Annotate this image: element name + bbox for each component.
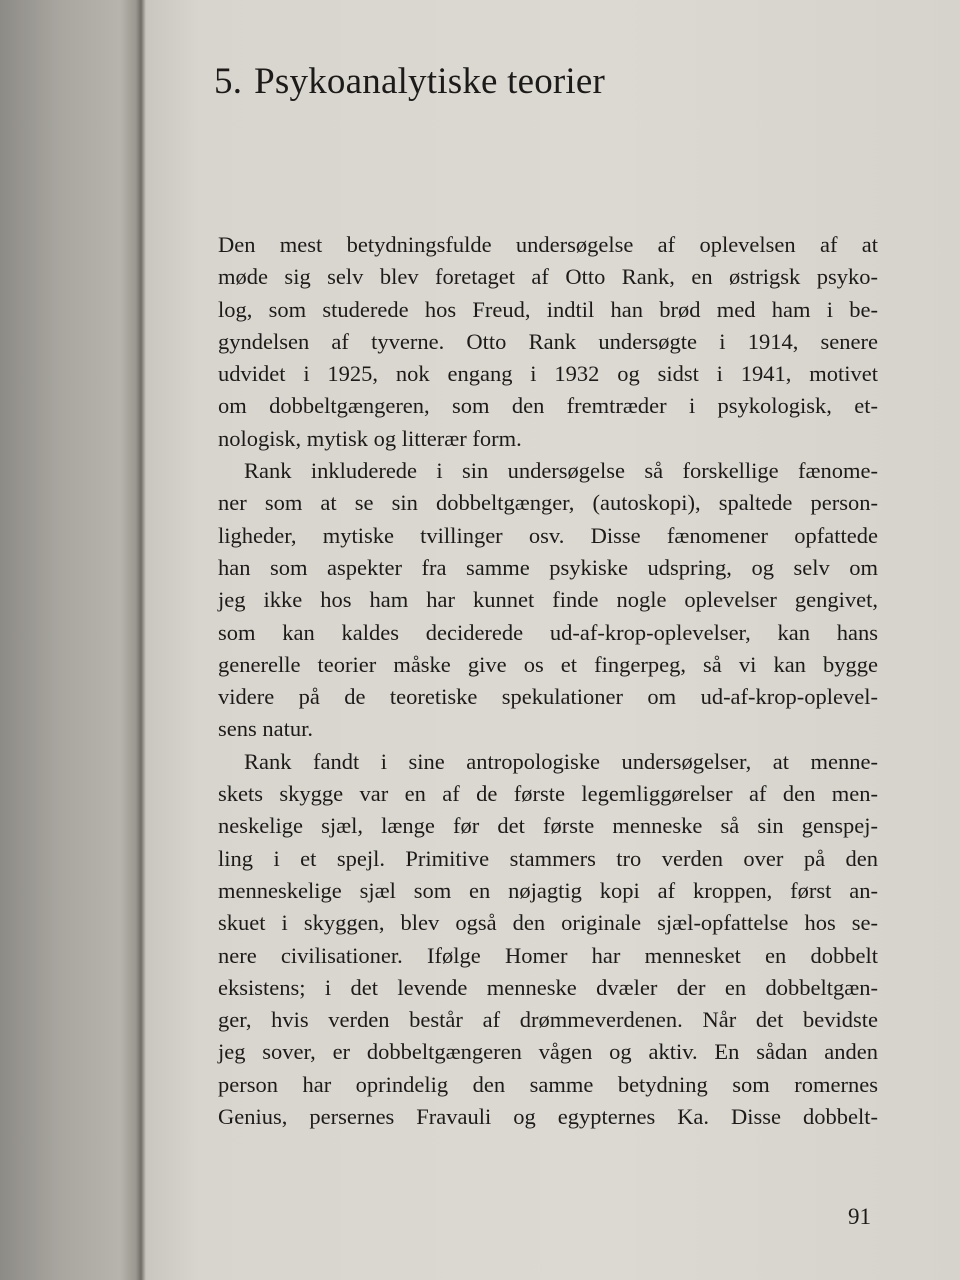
chapter-heading <box>214 60 605 103</box>
text-line: han som aspekter fra samme psykiske udspring, og selv om <box>218 554 878 580</box>
text-line: videre på de teoretiske spekulationer om ud-af-krop-oplevel- <box>218 684 878 710</box>
text-line: Genius, persernes Fravauli og egypternes Ka. Disse dobbelt- <box>218 1104 878 1130</box>
text-line: log, som studerede hos Freud, indtil han brød med ham i be- <box>218 296 878 322</box>
text-line: møde sig selv blev foretaget af Otto Rank, en østrigsk psyko- <box>218 264 878 290</box>
body-text <box>218 229 878 1133</box>
text-line: menneskelige sjæl som en nøjagtig kopi af kroppen, først an- <box>218 877 878 903</box>
text-line: nologisk, mytisk og litterær form. <box>218 425 522 451</box>
text-line: jeg sover, er dobbeltgængeren vågen og aktiv. En sådan anden <box>218 1039 878 1065</box>
page-number: 91 <box>848 1204 871 1229</box>
text-line: ligheder, mytiske tvillinger osv. Disse fænomener opfattede <box>218 522 878 548</box>
paragraph <box>218 746 878 1134</box>
text-line: skuet i skyggen, blev også den originale sjæl-opfattelse hos se- <box>218 910 878 936</box>
text-line: Rank inkluderede i sin undersøgelse så forskellige fænome- <box>244 458 878 484</box>
chapter-title: Psykoanalytiske teorier <box>254 61 606 102</box>
text-line: nere civilisationer. Ifølge Homer har mennesket en dobbelt <box>218 942 878 968</box>
text-line: person har oprindelig den samme betydning som romernes <box>218 1071 878 1097</box>
text-line: generelle teorier måske give os et fingerpeg, så vi kan bygge <box>218 651 878 677</box>
text-line: om dobbeltgængeren, som den fremtræder i psykologisk, et- <box>218 393 878 419</box>
text-line: skets skygge var en af de første legemliggørelser af den men- <box>218 781 878 807</box>
text-line: udvidet i 1925, nok engang i 1932 og sidst i 1941, motivet <box>218 361 878 387</box>
text-line: ger, hvis verden består af drømmeverdenen. Når det bevidste <box>218 1007 878 1033</box>
text-line: sens natur. <box>218 716 313 742</box>
text-line: eksistens; i det levende menneske dvæler der en dobbeltgæn- <box>218 974 878 1000</box>
text-line: jeg ikke hos ham har kunnet finde nogle oplevelser gengivet, <box>218 587 878 613</box>
text-line: neskelige sjæl, længe før det første menneske så sin genspej- <box>218 813 878 839</box>
text-line: Den mest betydningsfulde undersøgelse af oplevelsen af at <box>218 232 878 257</box>
text-line: ling i et spejl. Primitive stammers tro verden over på den <box>218 845 878 871</box>
chapter-number: 5. <box>214 61 243 102</box>
text-line: som kan kaldes deciderede ud-af-krop-oplevelser, kan hans <box>218 619 878 645</box>
text-line: gyndelsen af tyverne. Otto Rank undersøgte i 1914, senere <box>218 328 878 354</box>
text-line: ner som at se sin dobbeltgænger, (autoskopi), spaltede person- <box>218 490 878 516</box>
paragraph <box>218 455 878 746</box>
text-line: Rank fandt i sine antropologiske undersøgelser, at menne- <box>244 748 878 774</box>
paragraph <box>218 229 878 455</box>
